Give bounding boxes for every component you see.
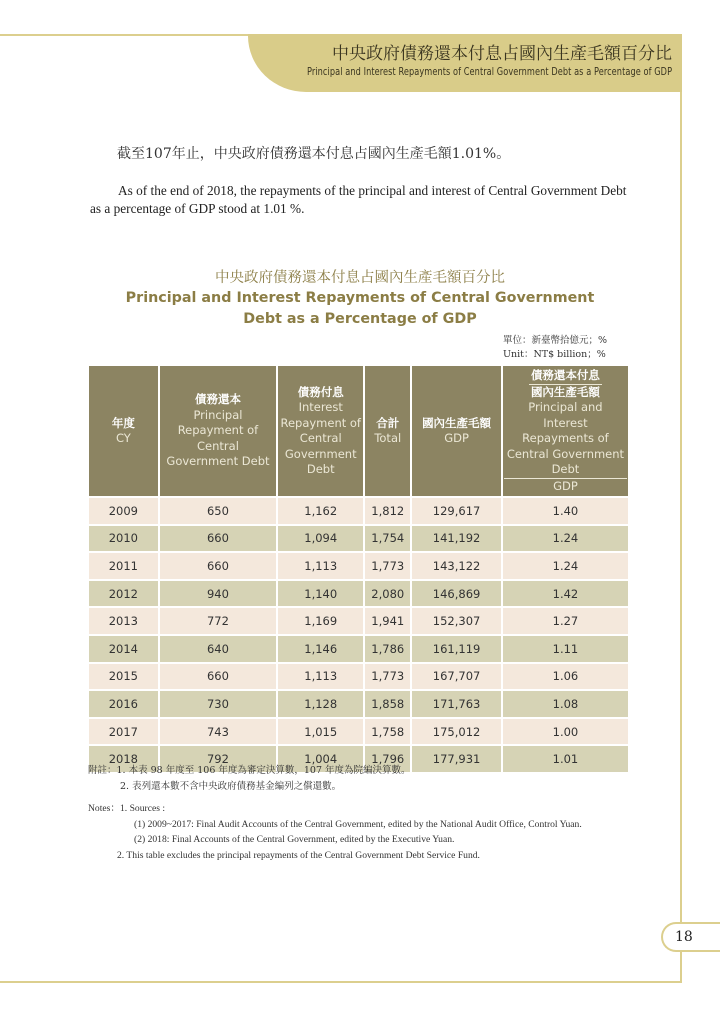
cell-gdp: 167,707 <box>412 664 501 692</box>
cell-total: 1,941 <box>365 608 410 636</box>
table-row <box>89 608 628 636</box>
cell-gdp: 143,122 <box>412 553 501 581</box>
cell-total: 1,812 <box>365 498 410 526</box>
cell-year: 2017 <box>89 719 158 747</box>
ratio-fraction-en <box>504 400 627 494</box>
note-en-line: (1) 2009~2017: Final Audit Accounts of the Central Government, edited by the National Audit Office, Control Yuan. <box>134 818 582 830</box>
page-number: 18 <box>661 922 720 952</box>
table-title-en: Principal and Interest Repayments of Central Government Debt as a Percentage of GDP <box>125 290 595 327</box>
note-en-line: 2. This table excludes the principal repayments of the Central Government Debt Service Fund. <box>117 849 480 861</box>
summary-paragraph-zh: 截至107年止，中央政府債務還本付息占國內生產毛額1.01%。 <box>117 146 511 162</box>
note-zh-line: 2. 表列還本數不含中央政府債務基金編列之償還數。 <box>120 781 342 792</box>
cell-year: 2012 <box>89 581 158 609</box>
cell-principal: 650 <box>160 498 276 526</box>
cell-ratio: 1.27 <box>503 608 628 636</box>
notes-en <box>88 801 582 863</box>
ratio-fraction-zh <box>529 368 602 400</box>
col-header-total-en: Total <box>374 431 402 445</box>
right-decorative-rule <box>680 92 682 922</box>
cell-principal: 660 <box>160 664 276 692</box>
cell-total: 1,773 <box>365 553 410 581</box>
cell-principal: 640 <box>160 636 276 664</box>
col-header-interest-en: Interest Repayment of Central Government Debt <box>280 400 361 476</box>
cell-interest: 1,128 <box>278 691 363 719</box>
cell-principal: 792 <box>160 746 276 774</box>
cell-principal: 660 <box>160 553 276 581</box>
col-header-ratio <box>503 366 628 498</box>
cell-ratio: 1.00 <box>503 719 628 747</box>
cell-total: 1,858 <box>365 691 410 719</box>
data-table <box>87 366 630 774</box>
table-row <box>89 526 628 554</box>
cell-gdp: 141,192 <box>412 526 501 554</box>
cell-interest: 1,015 <box>278 719 363 747</box>
cell-gdp: 175,012 <box>412 719 501 747</box>
col-header-year <box>89 366 158 498</box>
cell-principal: 940 <box>160 581 276 609</box>
note-zh-line: 附註：1. 本表 98 年度至 106 年度為審定決算數，107 年度為院編決算數。 <box>88 765 411 776</box>
cell-principal: 743 <box>160 719 276 747</box>
cell-interest: 1,113 <box>278 553 363 581</box>
col-header-total-zh: 合計 <box>376 415 400 430</box>
cell-gdp: 146,869 <box>412 581 501 609</box>
cell-total: 1,758 <box>365 719 410 747</box>
page-header-title-en: Principal and Interest Repayments of Central Government Debt as a Percentage of GDP <box>306 66 672 78</box>
col-header-interest-zh: 債務付息 <box>297 384 344 399</box>
cell-gdp: 161,119 <box>412 636 501 664</box>
page-header-title-zh: 中央政府債務還本付息占國內生產毛額百分比 <box>332 44 672 64</box>
cell-year: 2018 <box>89 746 158 774</box>
table-row <box>89 664 628 692</box>
table-row <box>89 691 628 719</box>
cell-total: 1,773 <box>365 664 410 692</box>
cell-total: 1,796 <box>365 746 410 774</box>
col-header-gdp-zh: 國內生產毛額 <box>422 415 492 430</box>
cell-principal: 772 <box>160 608 276 636</box>
cell-interest: 1,140 <box>278 581 363 609</box>
cell-ratio: 1.11 <box>503 636 628 664</box>
cell-year: 2009 <box>89 498 158 526</box>
cell-ratio: 1.01 <box>503 746 628 774</box>
col-header-gdp-en: GDP <box>444 431 469 445</box>
cell-ratio: 1.24 <box>503 553 628 581</box>
cell-interest: 1,094 <box>278 526 363 554</box>
cell-interest: 1,113 <box>278 664 363 692</box>
col-header-year-zh: 年度 <box>111 415 135 430</box>
table-row <box>89 498 628 526</box>
cell-gdp: 177,931 <box>412 746 501 774</box>
cell-total: 2,080 <box>365 581 410 609</box>
cell-total: 1,786 <box>365 636 410 664</box>
cell-year: 2015 <box>89 664 158 692</box>
cell-gdp: 129,617 <box>412 498 501 526</box>
table-body <box>89 498 628 774</box>
top-decorative-rule <box>0 34 250 36</box>
ratio-denominator-en: GDP <box>553 478 578 493</box>
col-header-total <box>365 366 410 498</box>
unit-label-en: Unit：NT$ billion；% <box>502 349 606 360</box>
page-header-band <box>248 34 682 92</box>
cell-year: 2010 <box>89 526 158 554</box>
col-header-principal <box>160 366 276 498</box>
unit-label-zh: 單位：新臺幣拾億元；% <box>502 335 607 346</box>
table-header-row <box>89 366 628 498</box>
cell-ratio: 1.08 <box>503 691 628 719</box>
cell-principal: 660 <box>160 526 276 554</box>
right-decorative-rule-lower <box>680 952 682 983</box>
col-header-year-en: CY <box>115 431 131 445</box>
summary-paragraph-en: As of the end of 2018, the repayments of the principal and interest of Central Government Debt as a percentage of GDP stood at 1.01 %. <box>90 183 627 216</box>
ratio-numerator-zh: 債務還本付息 <box>529 368 602 385</box>
col-header-interest <box>278 366 363 498</box>
table-title-zh: 中央政府債務還本付息占國內生產毛額百分比 <box>215 270 505 286</box>
notes-zh <box>88 763 411 795</box>
cell-principal: 730 <box>160 691 276 719</box>
table-row <box>89 581 628 609</box>
cell-ratio: 1.24 <box>503 526 628 554</box>
table-row <box>89 553 628 581</box>
col-header-gdp <box>412 366 501 498</box>
cell-interest: 1,169 <box>278 608 363 636</box>
cell-year: 2014 <box>89 636 158 664</box>
cell-gdp: 171,763 <box>412 691 501 719</box>
note-en-line: Notes：1. Sources : <box>88 803 166 814</box>
cell-ratio: 1.40 <box>503 498 628 526</box>
cell-ratio: 1.06 <box>503 664 628 692</box>
ratio-denominator-zh: 國內生產毛額 <box>530 384 600 399</box>
table-row <box>89 719 628 747</box>
cell-total: 1,754 <box>365 526 410 554</box>
table-row <box>89 636 628 664</box>
note-en-line: (2) 2018: Final Accounts of the Central Government, edited by the Executive Yuan. <box>134 834 455 845</box>
ratio-numerator-en: Principal and Interest Repayments of Central Government Debt <box>504 400 627 479</box>
cell-interest: 1,146 <box>278 636 363 664</box>
cell-year: 2016 <box>89 691 158 719</box>
cell-gdp: 152,307 <box>412 608 501 636</box>
bottom-decorative-rule <box>0 981 682 983</box>
cell-year: 2011 <box>89 553 158 581</box>
unit-label <box>503 334 607 362</box>
cell-interest: 1,162 <box>278 498 363 526</box>
cell-interest: 1,004 <box>278 746 363 774</box>
cell-year: 2013 <box>89 608 158 636</box>
col-header-principal-zh: 債務還本 <box>194 392 241 407</box>
col-header-principal-en: Principal Repayment of Central Government Debt <box>166 407 270 469</box>
cell-ratio: 1.42 <box>503 581 628 609</box>
